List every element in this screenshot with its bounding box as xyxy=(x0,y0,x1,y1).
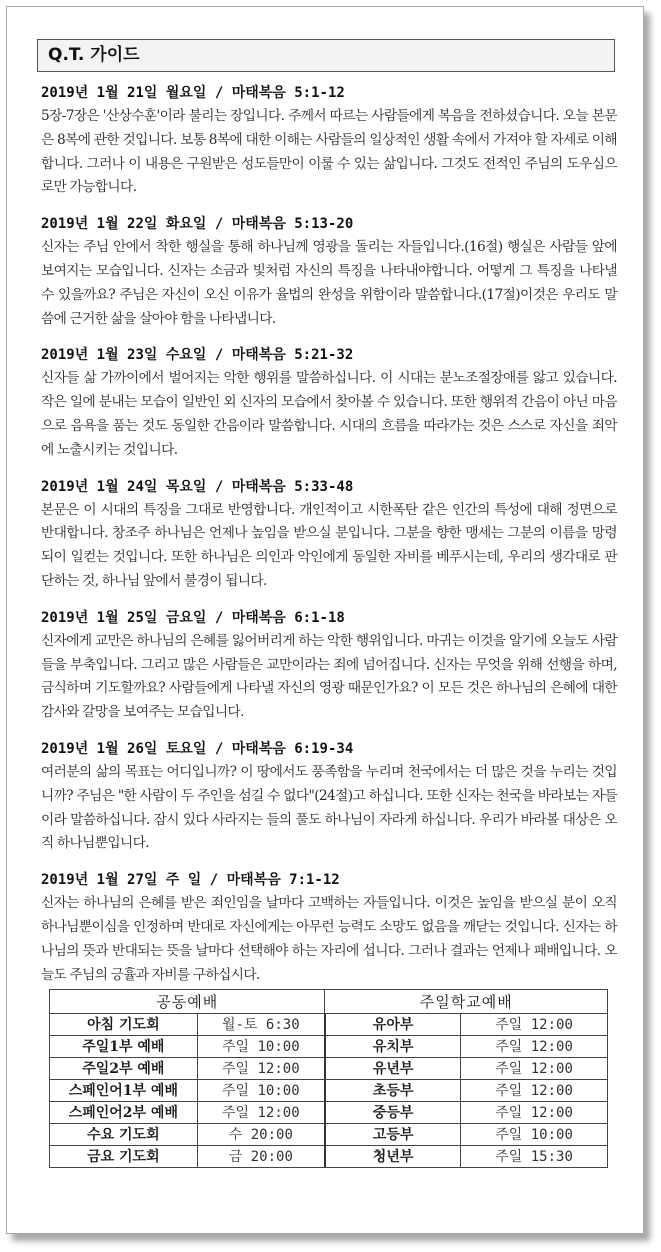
table-row xyxy=(50,1014,608,1036)
day-body: 신자들 삶 가까이에서 벌어지는 악한 행위를 말씀하십니다. 이 시대는 분노조절장애를 앓고 있습니다. 작은 일에 분내는 모습이 일반인 외 신자의 모습에서 찾아볼 수 있습니다. 또한 행위적 간음이 아닌 마음으로 음욕을 품는 것도 동일한 간음이라 말씀합니다. 시대의 흐름을 따라가는 것은 스스로 자신을 죄악에 노출시키는 것입니다. xyxy=(41,370,617,458)
department-name: 유년부 xyxy=(325,1058,461,1080)
service-time: 주일 10:00 xyxy=(197,1036,325,1058)
bulletin-page xyxy=(6,6,644,1234)
day-entry-monday xyxy=(41,81,617,200)
department-name: 청년부 xyxy=(325,1146,461,1168)
day-body: 신자는 하나님의 은혜를 받은 죄인임을 날마다 고백하는 자들입니다. 이것은 높임을 받으실 분이 오직 하나님뿐이심을 인정하며 반대로 자신에게는 아무런 능력도 소망도 없음을 깨닫는 것입니다. 신자는 하나님의 뜻과 반대되는 뜻을 날마다 선택해야 하는 자리에 섭니다. 그러나 결과는 언제나 패배입니다. 오늘도 주님의 긍휼과 자비를 구하십시다. xyxy=(41,895,617,983)
qt-guide-title: Q.T. 가이드 xyxy=(37,39,615,72)
worship-schedule-table xyxy=(49,989,608,1168)
service-time: 수 20:00 xyxy=(197,1124,325,1146)
day-title: 2019년 1월 23일 수요일 / 마태복음 5:21-32 xyxy=(41,347,354,364)
service-name: 아침 기도회 xyxy=(50,1014,198,1036)
department-time: 주일 12:00 xyxy=(461,1080,608,1102)
table-row xyxy=(50,1080,608,1102)
department-time: 주일 12:00 xyxy=(461,1036,608,1058)
common-worship-header: 공동예배 xyxy=(50,990,325,1014)
department-time: 주일 12:00 xyxy=(461,1102,608,1124)
table-row xyxy=(50,1124,608,1146)
day-title: 2019년 1월 24일 목요일 / 마태복음 5:33-48 xyxy=(41,478,354,495)
service-name: 스페인어1부 예배 xyxy=(50,1080,198,1102)
department-time: 주일 15:30 xyxy=(461,1146,608,1168)
department-name: 중등부 xyxy=(325,1102,461,1124)
day-body: 본문은 이 시대의 특징을 그대로 반영합니다. 개인적이고 시한폭탄 같은 인간의 특성에 대해 정면으로 반대합니다. 창조주 하나님은 언제나 높임을 받으실 분입니다. 그분을 향한 맹세는 그분의 이름을 망령되이 일컫는 것입니다. 또한 하나님은 의인과 악인에게 동일한 자비를 베푸시는데, 우리의 생각대로 판단하는 것, 하나님 앞에서 불경이 됩니다. xyxy=(41,501,617,589)
service-time: 월-토 6:30 xyxy=(197,1014,325,1036)
service-time: 주일 12:00 xyxy=(197,1102,325,1124)
table-row xyxy=(50,1146,608,1168)
service-time: 금 20:00 xyxy=(197,1146,325,1168)
day-entry-saturday xyxy=(41,737,617,856)
table-row xyxy=(50,1036,608,1058)
department-time: 주일 12:00 xyxy=(461,1058,608,1080)
service-time: 주일 12:00 xyxy=(197,1058,325,1080)
day-entry-thursday xyxy=(41,475,617,594)
day-title: 2019년 1월 25일 금요일 / 마태복음 6:1-18 xyxy=(41,609,345,626)
table-header-row xyxy=(50,990,608,1014)
day-body: 여러분의 삶의 목표는 어디입니까? 이 땅에서도 풍족함을 누리며 천국에서는 더 많은 것을 누리는 것입니까? 주님은 "한 사람이 두 주인을 섬길 수 없다"(24절)고 하십니다. 또한 신자는 천국을 바라보는 자들이라 말씀하십니다. 잠시 있다 사라지는 들의 풀도 하나님이 자라게 하십니다. 우리가 바라볼 대상은 오직 하나님뿐입니다. xyxy=(41,763,617,852)
sunday-school-header: 주일학교예배 xyxy=(325,990,608,1014)
service-name: 주일2부 예배 xyxy=(50,1058,198,1080)
day-body: 신자는 주님 안에서 착한 행실을 통해 하나님께 영광을 돌리는 자들입니다.(16절) 행실은 사람들 앞에 보여지는 모습입니다. 신자는 소금과 빛처럼 자신의 특징을 나타내야합니다. 어떻게 그 특징을 나타낼 수 있을까요? 주님은 자신이 오신 이유가 율법의 완성을 위함이라 말씀합니다.(17절)이것은 우리도 말씀에 근거한 삶을 살아야 함을 나타냅니다. xyxy=(41,239,617,327)
day-title: 2019년 1월 22일 화요일 / 마태복음 5:13-20 xyxy=(41,216,354,233)
service-name: 금요 기도회 xyxy=(50,1146,198,1168)
day-title: 2019년 1월 27일 주 일 / 마태복음 7:1-12 xyxy=(41,872,340,889)
service-name: 주일1부 예배 xyxy=(50,1036,198,1058)
day-entry-tuesday xyxy=(41,212,617,331)
table-row xyxy=(50,1102,608,1124)
day-entry-friday xyxy=(41,606,617,725)
service-time: 주일 10:00 xyxy=(197,1080,325,1102)
department-time: 주일 10:00 xyxy=(461,1124,608,1146)
department-name: 유아부 xyxy=(325,1014,461,1036)
department-time: 주일 12:00 xyxy=(461,1014,608,1036)
day-body: 5장-7장은 '산상수훈'이라 불리는 장입니다. 주께서 따르는 사람들에게 복음을 전하셨습니다. 오늘 본문은 8복에 관한 것입니다. 보통 8복에 대한 이해는 사람들의 일상적인 생활 속에서 가져야 할 자세로 이해합니다. 그러나 이 내용은 구원받은 성도들만이 이룰 수 있는 삶입니다. 그것도 전적인 주님의 도우심으로만 가능합니다. xyxy=(41,108,617,196)
service-name: 스페인어2부 예배 xyxy=(50,1102,198,1124)
day-title: 2019년 1월 26일 토요일 / 마태복음 6:19-34 xyxy=(41,740,354,757)
day-entry-wednesday xyxy=(41,343,617,462)
daily-readings xyxy=(41,81,617,999)
service-name: 수요 기도회 xyxy=(50,1124,198,1146)
department-name: 초등부 xyxy=(325,1080,461,1102)
table-row xyxy=(50,1058,608,1080)
department-name: 고등부 xyxy=(325,1124,461,1146)
day-title: 2019년 1월 21일 월요일 / 마태복음 5:1-12 xyxy=(41,85,345,101)
day-body: 신자에게 교만은 하나님의 은혜를 잃어버리게 하는 악한 행위입니다. 마귀는 이것을 알기에 오늘도 사람들을 부축입니다. 그리고 많은 사람들은 교만이라는 죄에 넘어집니다. 신자는 무엇을 위해 선행을 하며, 금식하며 기도할까요? 사람들에게 나타낼 자신의 영광 때문인가요? 이 모든 것은 하나님의 은혜에 대한 감사와 갈망을 보여주는 모습입니다. xyxy=(41,632,617,721)
department-name: 유치부 xyxy=(325,1036,461,1058)
day-entry-sunday xyxy=(41,868,617,987)
